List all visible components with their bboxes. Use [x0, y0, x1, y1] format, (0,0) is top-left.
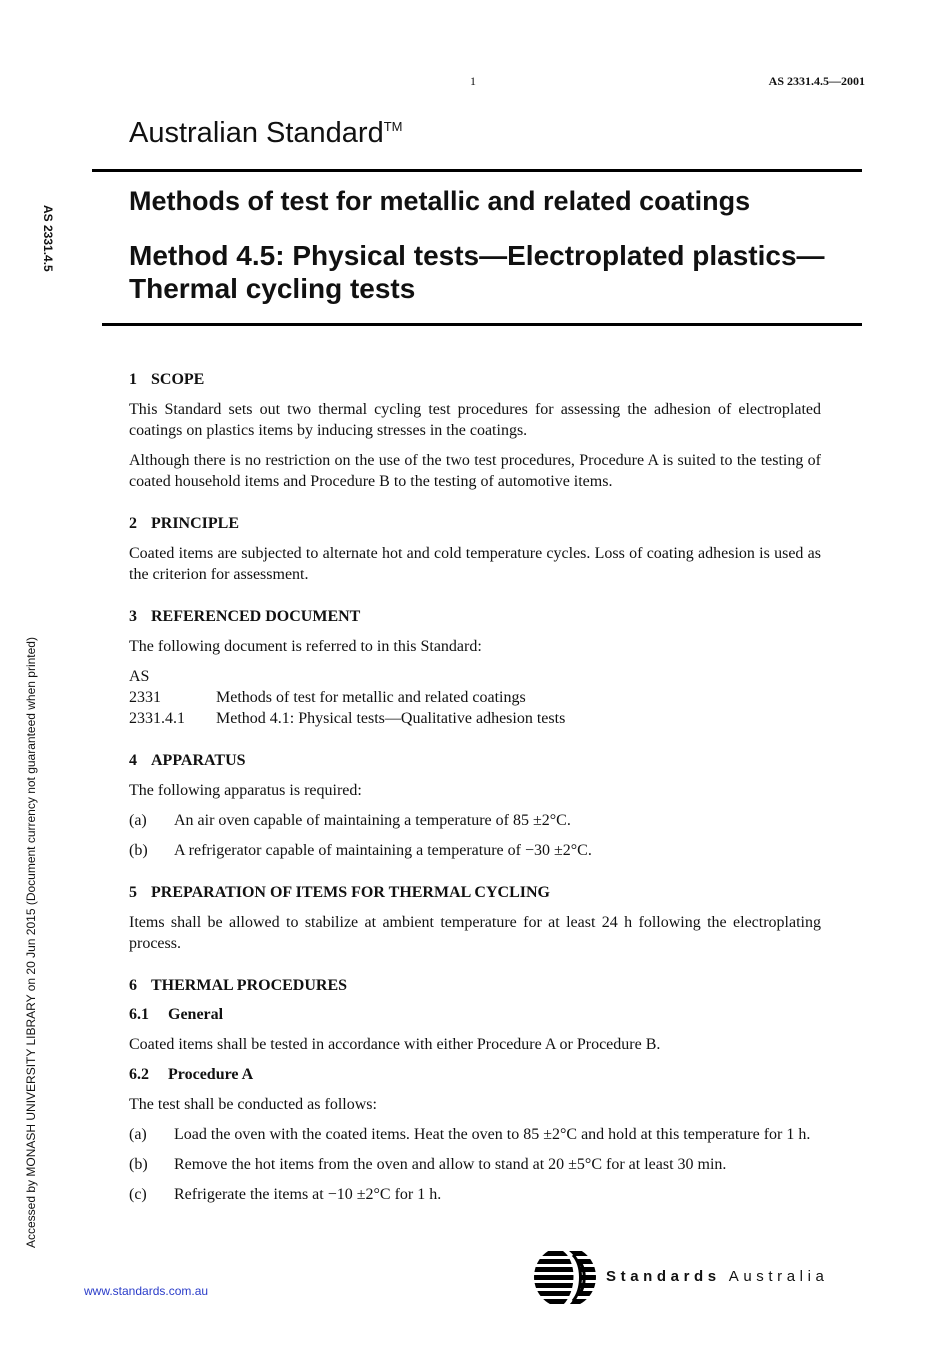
section-heading	[129, 606, 821, 627]
trademark-mark: TM	[383, 119, 403, 134]
paragraph: Items shall be allowed to stabilize at ambient temperature for at least 24 h following the electroplating process.	[129, 914, 821, 952]
reference-title: Methods of test for metallic and related coatings	[216, 689, 526, 706]
standards-australia-wordmark	[606, 1268, 828, 1285]
list-item	[129, 1184, 821, 1205]
section-title: PRINCIPLE	[151, 515, 240, 532]
standard-code: AS 2331.4.5—2001	[768, 74, 865, 88]
section-number: 6	[129, 977, 137, 994]
subsection-procedure-a	[129, 1064, 821, 1205]
brand-title	[129, 117, 403, 150]
paragraph: The following document is referred to in this Standard:	[129, 638, 482, 655]
section-title: REFERENCED DOCUMENT	[151, 608, 361, 625]
wordmark-bold: Standards	[606, 1268, 721, 1285]
section-title: PREPARATION OF ITEMS FOR THERMAL CYCLING	[151, 884, 550, 901]
subsection-number: 6.2	[129, 1066, 149, 1083]
section-principle	[129, 513, 821, 585]
subsection-heading	[129, 1004, 821, 1025]
reference-group-label: AS	[129, 668, 150, 685]
subsection-title: Procedure A	[168, 1066, 254, 1083]
list-label: (c)	[129, 1186, 147, 1203]
list-text: An air oven capable of maintaining a temperature of 85 ±2°C.	[174, 812, 571, 829]
section-heading	[129, 369, 821, 390]
section-scope	[129, 369, 821, 492]
paragraph: The following apparatus is required:	[129, 782, 362, 799]
section-heading	[129, 882, 821, 903]
section-number: 2	[129, 515, 137, 532]
reference-title: Method 4.1: Physical tests—Qualitative adhesion tests	[216, 710, 566, 727]
document-body	[129, 369, 821, 1226]
website-link[interactable]: www.standards.com.au	[84, 1284, 209, 1298]
reference-row	[129, 708, 821, 729]
section-apparatus	[129, 750, 821, 861]
paragraph: Although there is no restriction on the use of the two test procedures, Procedure A is suited to the testing of coated household items and Procedure B to the testing of automotive items.	[129, 452, 821, 490]
list-label: (b)	[129, 842, 148, 859]
top-rule	[92, 169, 862, 172]
section-heading	[129, 975, 821, 996]
page-number: 1	[470, 74, 476, 88]
standards-australia-logo-icon	[533, 1245, 597, 1309]
section-thermal-procedures	[129, 975, 821, 1205]
section-title: THERMAL PROCEDURES	[151, 977, 348, 994]
brand-text: Australian Standard	[129, 117, 384, 149]
section-referenced-document	[129, 606, 821, 729]
side-standard-code: AS 2331.4.5	[41, 205, 55, 272]
section-preparation	[129, 882, 821, 954]
subsection-number: 6.1	[129, 1006, 149, 1023]
section-title: APPARATUS	[151, 752, 246, 769]
document-title: Methods of test for metallic and related coatings	[129, 186, 751, 216]
reference-number: 2331	[129, 689, 161, 706]
section-number: 1	[129, 371, 137, 388]
reference-number: 2331.4.1	[129, 710, 185, 727]
subsection-general	[129, 1004, 821, 1055]
list-label: (a)	[129, 1126, 147, 1143]
section-title: SCOPE	[151, 371, 205, 388]
paragraph: This Standard sets out two thermal cycling test procedures for assessing the adhesion of electroplated coatings on plastics items by inducing stresses in the coatings.	[129, 401, 821, 439]
list-label: (b)	[129, 1156, 148, 1173]
subsection-title: General	[168, 1006, 224, 1023]
paragraph: Coated items shall be tested in accordance with either Procedure A or Procedure B.	[129, 1036, 661, 1053]
bottom-rule	[102, 323, 862, 326]
list-text: Load the oven with the coated items. Heat the oven to 85 ±2°C and hold at this temperature for 1 h.	[174, 1126, 811, 1143]
method-title: Method 4.5: Physical tests—Electroplated plastics—Thermal cycling tests	[129, 240, 825, 304]
access-note: Accessed by MONASH UNIVERSITY LIBRARY on 20 Jun 2015 (Document currency not guaranteed when printed)	[24, 637, 38, 1248]
list-item	[129, 840, 821, 861]
list-label: (a)	[129, 812, 147, 829]
list-text: Refrigerate the items at −10 ±2°C for 1 h.	[174, 1186, 442, 1203]
reference-row	[129, 687, 821, 708]
section-number: 3	[129, 608, 137, 625]
list-item	[129, 810, 821, 831]
subsection-heading	[129, 1064, 821, 1085]
paragraph: Coated items are subjected to alternate hot and cold temperature cycles. Loss of coating adhesion is used as the criterion for assessment.	[129, 545, 821, 583]
list-text: Remove the hot items from the oven and allow to stand at 20 ±5°C for at least 30 min.	[174, 1156, 727, 1173]
list-text: A refrigerator capable of maintaining a temperature of −30 ±2°C.	[174, 842, 592, 859]
list-item	[129, 1124, 821, 1145]
section-number: 5	[129, 884, 137, 901]
list-item	[129, 1154, 821, 1175]
paragraph: The test shall be conducted as follows:	[129, 1096, 377, 1113]
reference-list	[129, 666, 821, 729]
section-number: 4	[129, 752, 137, 769]
section-heading	[129, 513, 821, 534]
section-heading	[129, 750, 821, 771]
wordmark-regular: Australia	[728, 1268, 829, 1285]
